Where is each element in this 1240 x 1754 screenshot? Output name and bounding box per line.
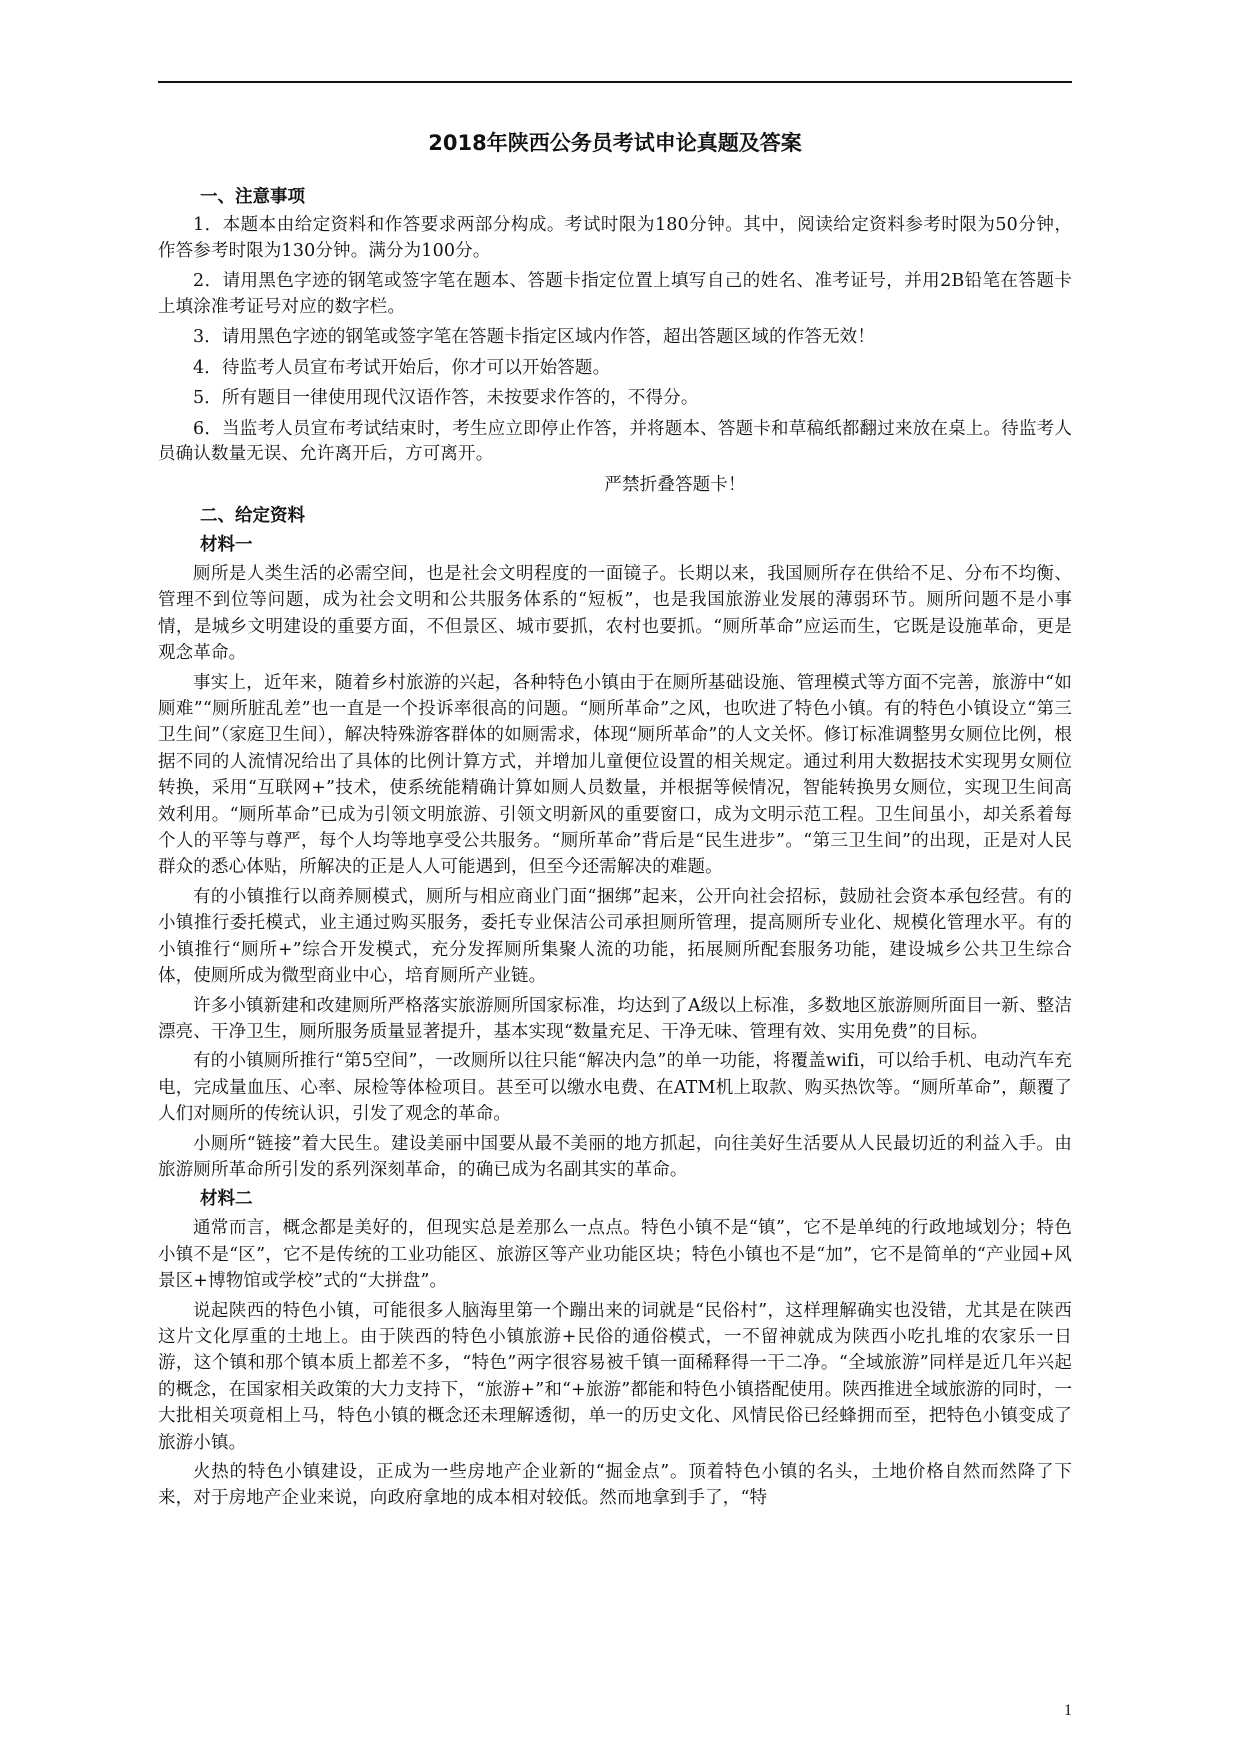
material-one-paragraph: 有的小镇推行以商养厕模式，厕所与相应商业门面“捆绑”起来，公开向社会招标，鼓励社会资本承包经营。有的小镇推行委托模式，业主通过购买服务，委托专业保洁公司承担厕所管理，提高厕所专业化、规模化管理水平。有的小镇推行“厕所+”综合开发模式，充分发挥厕所集聚人流的功能，拓展厕所配套服务功能，建设城乡公共卫生综合体，使厕所成为微型商业中心，培育厕所产业链。 [158, 886, 1072, 987]
material-one-paragraph: 许多小镇新建和改建厕所严格落实旅游厕所国家标准，均达到了A级以上标准，多数地区旅游厕所面目一新、整洁漂亮、干净卫生，厕所服务质量显著提升，基本实现“数量充足、干净无味、管理有效、实用免费”的目标。 [158, 995, 1072, 1042]
header-rule [158, 81, 1072, 83]
material-two-paragraph: 说起陕西的特色小镇，可能很多人脑海里第一个蹦出来的词就是“民俗村”，这样理解确实也没错，尤其是在陕西这片文化厚重的土地上。由于陕西的特色小镇旅游+民俗的通俗模式，一不留神就成为陕西小吃扎堆的农家乐一日游，这个镇和那个镇本质上都差不多，“特色”两字很容易被千镇一面稀释得一干二净。“全域旅游”同样是近几年兴起的概念，在国家相关政策的大力支持下，“旅游+”和“+旅游”都能和特色小镇搭配使用。陕西推进全域旅游的同时，一大批相关项竟相上马，特色小镇的概念还未理解透彻，单一的历史文化、风情民俗已经蜂拥而至，把特色小镇变成了旅游小镇。 [158, 1300, 1072, 1453]
section-heading-materials: 二、给定资料 [200, 506, 305, 526]
note-item: 1．本题本由给定资料和作答要求两部分构成。考试时限为180分钟。其中，阅读给定资料参考时限为50分钟，作答参考时限为130分钟。满分为100分。 [158, 215, 1072, 261]
document-body [158, 128, 1072, 1515]
material-two-paragraph: 通常而言，概念都是美好的，但现实总是差那么一点点。特色小镇不是“镇”，它不是单纯的行政地域划分；特色小镇不是“区”，它不是传统的工业功能区、旅游区等产业功能区块；特色小镇也不是“加”，它不是简单的“产业园+风景区+博物馆或学校”式的“大拼盘”。 [158, 1218, 1072, 1292]
document-title: 2018年陕西公务员考试申论真题及答案 [428, 131, 802, 155]
material-one-heading: 材料一 [200, 535, 253, 555]
note-item: 3．请用黑色字迹的钢笔或签字笔在答题卡指定区域内作答，超出答题区域的作答无效！ [193, 327, 875, 347]
note-item: 4．待监考人员宣布考试开始后，你才可以开始答题。 [193, 357, 611, 378]
notes-list [158, 213, 1072, 498]
note-item: 5．所有题目一律使用现代汉语作答，未按要求作答的，不得分。 [193, 388, 699, 408]
material-one-paragraph: 有的小镇厕所推行“第5空间”，一改厕所以往只能“解决内急”的单一功能，将覆盖wifi，可以给手机、电动汽车充电，完成量血压、心率、尿检等体检项目。甚至可以缴水电费、在ATM机上取款、购买热饮等。“厕所革命”，颠覆了人们对厕所的传统认识，引发了观念的革命。 [158, 1051, 1072, 1125]
material-two-paragraph: 火热的特色小镇建设，正成为一些房地产企业新的“掘金点”。顶着特色小镇的名头，土地价格自然而然降了下来，对于房地产企业来说，向政府拿地的成本相对较低。然而地拿到手了，“特 [158, 1462, 1072, 1509]
material-one-paragraph: 事实上，近年来，随着乡村旅游的兴起，各种特色小镇由于在厕所基础设施、管理模式等方面不完善，旅游中“如厕难”“厕所脏乱差”也一直是一个投诉率很高的问题。“厕所革命”之风，也吹进了特色小镇。有的特色小镇设立“第三卫生间”（家庭卫生间），解决特殊游客群体的如厕需求，体现“厕所革命”的人文关怀。修订标准调整男女厕位比例，根据不同的人流情况给出了具体的比例计算方式，并增加儿童便位设置的相关规定。通过利用大数据技术实现男女厕位转换，采用“互联网+”技术，使系统能精确计算如厕人员数量，并根据等候情况，智能转换男女厕位，实现卫生间高效利用。“厕所革命”已成为引领文明旅游、引领文明新风的重要窗口，成为文明示范工程。卫生间虽小，却关系着每个人的平等与尊严，每个人均等地享受公共服务。“厕所革命”背后是“民生进步”。“第三卫生间”的出现，正是对人民群众的悉心体贴，所解决的正是人人可能遇到，但至今还需解决的难题。 [158, 672, 1072, 878]
material-one-paragraph: 小厕所“链接”着大民生。建设美丽中国要从最不美丽的地方抓起，向往美好生活要从人民最切近的利益入手。由旅游厕所革命所引发的系列深刻革命，的确已成为名副其实的革命。 [158, 1133, 1072, 1180]
note-item: 6．当监考人员宣布考试结束时，考生应立即停止作答，并将题本、答题卡和草稿纸都翻过来放在桌上。待监考人员确认数量无误、允许离开后，方可离开。 [158, 418, 1072, 464]
page-number: 1 [1064, 1702, 1072, 1719]
note-item: 2．请用黑色字迹的钢笔或签字笔在题本、答题卡指定位置上填写自己的姓名、准考证号，并用2B铅笔在答题卡上填涂准考证号对应的数字栏。 [158, 271, 1072, 317]
material-two-heading: 材料二 [200, 1189, 253, 1210]
section-heading-notes: 一、注意事项 [200, 187, 305, 207]
material-one-paragraph: 厕所是人类生活的必需空间，也是社会文明程度的一面镜子。长期以来，我国厕所存在供给不足、分布不均衡、管理不到位等问题，成为社会文明和公共服务体系的“短板”，也是我国旅游业发展的薄弱环节。厕所问题不是小事情，是城乡文明建设的重要方面，不但景区、城市要抓，农村也要抓。“厕所革命”应运而生，它既是设施革命，更是观念革命。 [158, 564, 1072, 664]
warning-text: 严禁折叠答题卡！ [604, 474, 746, 495]
